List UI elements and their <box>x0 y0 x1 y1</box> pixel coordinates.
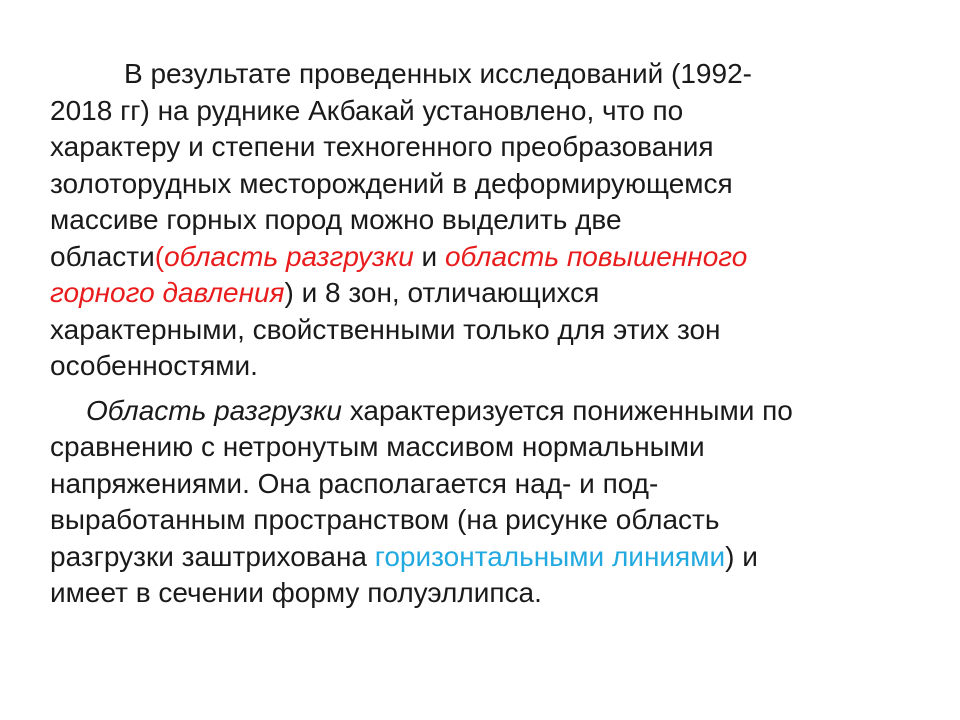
unloading-area-term: область разгрузки <box>164 240 414 272</box>
hatched-text: разгрузки заштрихована <box>50 540 375 572</box>
paragraph-2-line-5-end: ) и <box>725 540 758 572</box>
paragraph-2-line-4: выработанным пространством (на рисунке область <box>50 504 720 535</box>
paragraph-2-line-1-rest: характеризуется пониженными по <box>341 394 793 426</box>
paragraph-2-line-2: сравнению с нетронутым массивом нормальными <box>50 431 705 462</box>
slide-body <box>50 56 930 612</box>
paragraph-1-line-4: золоторудных месторождений в деформирующемся <box>50 167 733 199</box>
horizontal-lines-term: горизонтальными линиями <box>374 540 726 572</box>
paragraph-1-line-8: характерными, свойственными только для этих зон <box>50 313 721 345</box>
conjunction-and: и <box>413 240 445 272</box>
paragraph-2 <box>50 393 930 612</box>
paragraph-1-line-3: характеру и степени техногенного преобразования <box>50 131 714 162</box>
zones-text: ) и 8 зон, отличающихся <box>284 277 600 308</box>
high-pressure-area-term-part2: горного давления <box>50 277 285 308</box>
paragraph-1-line-5: массиве горных пород можно выделить две <box>50 204 622 235</box>
paragraph-1-line-1: В результате проведенных исследований (1992- <box>124 58 752 89</box>
paragraph-1-line-7 <box>50 275 930 312</box>
paragraph-1-line-9: особенностями. <box>50 350 258 381</box>
open-paren-red: ( <box>154 240 165 272</box>
unloading-area-heading: Область разгрузки <box>86 394 342 426</box>
paragraph-2-line-1 <box>50 393 930 430</box>
high-pressure-area-term-part1: область повышенного <box>444 240 748 272</box>
paragraph-2-line-5 <box>50 539 930 576</box>
paragraph-1 <box>50 56 930 385</box>
paragraph-1-line-2: 2018 гг) на руднике Акбакай установлено, что по <box>50 94 684 126</box>
paragraph-1-line-6 <box>50 239 930 276</box>
paragraph-2-line-6: имеет в сечении форму полуэллипса. <box>50 577 542 608</box>
areas-word: области <box>50 240 155 272</box>
paragraph-2-line-3: напряжениями. Она располагается над- и под- <box>50 467 659 499</box>
